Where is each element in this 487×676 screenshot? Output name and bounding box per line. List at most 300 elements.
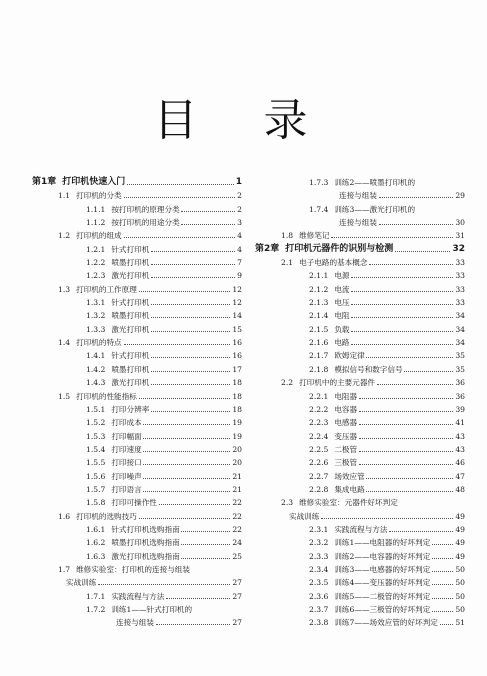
toc-entry <box>255 296 465 309</box>
toc-entry-title: 电感器 <box>334 418 358 428</box>
toc-leader-dots <box>151 251 235 252</box>
toc-entry <box>255 403 465 416</box>
toc-page-number: 29 <box>455 191 465 201</box>
toc-entry-number: 1.3.2 <box>86 311 106 321</box>
toc-page-number: 4 <box>237 244 242 254</box>
toc-entry-number: 1.5.3 <box>86 431 106 441</box>
toc-entry-title: 打印语言 <box>111 484 142 494</box>
toc-page-number: 22 <box>232 511 242 521</box>
toc-entry-title: 电源 <box>334 271 350 281</box>
toc-entry-number: 1.4.1 <box>86 351 106 361</box>
toc-page-number: 16 <box>232 351 242 361</box>
toc-leader-dots <box>366 357 453 358</box>
toc-entry-number: 1.1.2 <box>86 218 106 228</box>
toc-entry-number: 2.2.1 <box>309 391 329 401</box>
toc-leader-dots <box>143 478 230 479</box>
toc-left-column <box>32 176 242 630</box>
toc-entry-title: 打印机的组成 <box>76 231 122 241</box>
toc-entry <box>32 616 242 629</box>
toc-entry <box>32 603 242 616</box>
toc-leader-dots <box>366 491 453 492</box>
toc-leader-dots <box>379 197 453 198</box>
toc-entry <box>255 590 465 603</box>
toc-page-number: 34 <box>455 338 465 348</box>
toc-entry-title: 实战训练 <box>289 511 320 521</box>
toc-entry <box>32 363 242 376</box>
toc-page-number: 32 <box>452 243 465 254</box>
toc-entry <box>32 309 242 322</box>
toc-leader-dots <box>432 558 453 559</box>
toc-entry <box>32 349 242 362</box>
toc-page-number: 30 <box>455 218 465 228</box>
toc-entry-number: 2.3.7 <box>309 605 329 614</box>
toc-leader-dots <box>98 584 230 585</box>
toc-entry <box>255 603 465 616</box>
toc-entry <box>255 256 465 269</box>
toc-entry-title: 针式打印机 <box>111 244 150 254</box>
toc-entry <box>32 203 242 216</box>
toc-entry-title: 二极管 <box>334 444 358 454</box>
toc-leader-dots <box>432 571 453 572</box>
toc-leader-dots <box>351 344 453 345</box>
toc-entry <box>255 176 465 189</box>
toc-page-number: 15 <box>232 324 242 334</box>
toc-entry-title: 负载 <box>334 324 350 334</box>
toc-entry <box>255 216 465 229</box>
toc-entry-number: 1.3 <box>58 284 71 294</box>
toc-entry-title: 变压器 <box>334 431 358 441</box>
toc-entry-title: 连接与组装 <box>339 191 377 201</box>
toc-entry-title: 打印机中的主要元器件 <box>299 378 376 388</box>
toc-entry-title: 电子电路的基本概念 <box>299 258 368 268</box>
toc-entry-number: 1.6.2 <box>86 538 106 548</box>
toc-entry-title: 按打印机的用途分类 <box>111 218 180 228</box>
toc-entry-number: 2.3.4 <box>309 564 329 574</box>
toc-leader-dots <box>351 331 453 332</box>
toc-entry-title: 集成电路 <box>334 484 365 494</box>
toc-leader-dots <box>156 624 230 625</box>
toc-leader-dots <box>151 371 230 372</box>
toc-entry <box>255 229 465 242</box>
toc-page-number: 50 <box>455 591 465 601</box>
toc-entry-title: 激光打印机 <box>111 378 150 388</box>
toc-entry <box>32 296 242 309</box>
toc-leader-dots <box>359 451 453 452</box>
toc-page-number: 25 <box>232 551 242 561</box>
toc-entry <box>32 416 242 429</box>
toc-entry-number: 2.1.8 <box>309 364 329 374</box>
toc-entry-title: 打印机的工作原理 <box>76 284 137 294</box>
toc-entry-title: 打印机的选购技巧 <box>76 511 137 521</box>
toc-entry <box>255 349 465 362</box>
toc-entry-title: 连接与组装 <box>339 218 377 228</box>
toc-chapter-entry <box>255 243 465 256</box>
toc-entry-title: 维修笔记 <box>299 231 330 241</box>
toc-leader-dots <box>181 558 230 559</box>
toc-leader-dots <box>143 451 230 452</box>
toc-entry-number: 2.1.2 <box>309 284 329 294</box>
toc-page-number: 4 <box>237 231 242 241</box>
toc-entry-title: 打印成本 <box>111 418 142 428</box>
toc-leader-dots <box>366 478 453 479</box>
toc-entry <box>32 390 242 403</box>
toc-page-number: 46 <box>455 458 465 468</box>
toc-entry <box>32 430 242 443</box>
toc-entry-number: 2.1.4 <box>309 311 329 321</box>
toc-page-number: 19 <box>232 431 242 441</box>
toc-entry <box>32 523 242 536</box>
toc-leader-dots <box>432 611 453 612</box>
toc-leader-dots <box>369 264 453 265</box>
toc-entry-title: 针式打印机 <box>111 298 150 308</box>
toc-entry-title: 针式打印机 <box>111 351 150 361</box>
toc-page-number: 50 <box>455 605 465 614</box>
toc-leader-dots <box>359 411 453 412</box>
toc-page-number: 36 <box>455 391 465 401</box>
toc-page-number: 41 <box>455 418 465 428</box>
toc-leader-dots <box>359 464 453 465</box>
toc-entry-title: 训练7——场效应管的好坏判定 <box>334 618 438 628</box>
toc-entry-title: 训练3——电感器的好坏判定 <box>334 564 431 574</box>
toc-entry-title: 实战训练 <box>66 578 97 588</box>
toc-leader-dots <box>151 331 230 332</box>
toc-entry-number: 2.3.1 <box>309 524 329 534</box>
toc-entry <box>255 456 465 469</box>
toc-entry-title: 打印速度 <box>111 444 142 454</box>
toc-entry-title: 实践流程与方法 <box>334 524 388 534</box>
toc-entry-number: 2.3.8 <box>309 618 329 628</box>
toc-leader-dots <box>139 291 230 292</box>
toc-entry-number: 2.3.2 <box>309 538 329 548</box>
toc-page-number: 18 <box>232 391 242 401</box>
toc-entry-number: 1.4 <box>58 338 71 348</box>
toc-leader-dots <box>432 598 453 599</box>
toc-entry-number: 2.3.3 <box>309 551 329 561</box>
toc-entry-title: 维修实验室：打印机的连接与组装 <box>76 564 190 574</box>
toc-entry-number: 1.2.2 <box>86 258 106 268</box>
toc-entry-title: 训练2——电容器的好坏判定 <box>334 551 431 561</box>
toc-leader-dots <box>151 304 230 305</box>
toc-entry <box>255 510 465 523</box>
toc-entry-title: 训练5——二极管的好坏判定 <box>334 591 431 601</box>
toc-entry-number: 1.5.7 <box>86 484 106 494</box>
toc-entry-number: 2.1.5 <box>309 324 329 334</box>
toc-entry <box>255 576 465 589</box>
toc-entry <box>255 390 465 403</box>
toc-leader-dots <box>379 224 453 225</box>
toc-page-number: 22 <box>232 524 242 534</box>
toc-entry <box>32 189 242 202</box>
toc-entry-number: 1.5 <box>58 391 71 401</box>
toc-entry <box>255 496 465 509</box>
toc-page-number: 1 <box>235 177 242 187</box>
toc-entry-title: 打印机的特点 <box>76 338 122 348</box>
toc-entry-number: 1.5.8 <box>86 498 106 508</box>
toc-leader-dots <box>432 584 453 585</box>
toc-entry-title: 打印机元器件的识别与检测 <box>285 243 394 254</box>
toc-entry-number: 2.2.8 <box>309 484 329 494</box>
toc-leader-dots <box>151 411 230 412</box>
toc-entry-title: 按打印机的原理分类 <box>111 204 180 214</box>
toc-page-number: 20 <box>232 444 242 454</box>
toc-entry-title: 激光打印机选购指南 <box>111 551 180 561</box>
toc-page-number: 21 <box>232 471 242 481</box>
toc-entry-number: 1.2 <box>58 231 71 241</box>
toc-entry-title: 电阻器 <box>334 391 358 401</box>
toc-entry <box>255 563 465 576</box>
toc-entry <box>32 216 242 229</box>
toc-entry-title: 欧姆定律 <box>334 351 365 361</box>
toc-leader-dots <box>351 317 453 318</box>
toc-page-number: 16 <box>232 338 242 348</box>
toc-entry-number: 2.2.4 <box>309 431 329 441</box>
toc-entry-number: 2.1 <box>281 258 294 268</box>
toc-leader-dots <box>351 291 453 292</box>
toc-entry-number: 1.5.6 <box>86 471 106 481</box>
toc-entry-title: 训练4——变压器的好坏判定 <box>334 578 431 588</box>
toc-leader-dots <box>404 371 453 372</box>
toc-entry <box>32 243 242 256</box>
toc-entry-title: 训练3——激光打印机的 <box>334 204 416 214</box>
toc-leader-dots <box>143 438 230 439</box>
toc-entry-title: 打印机快速入门 <box>62 177 126 187</box>
toc-entry-title: 连接与组装 <box>116 618 154 628</box>
toc-page-number: 43 <box>455 444 465 454</box>
toc-entry-number: 2.2.7 <box>309 471 329 481</box>
toc-entry <box>32 550 242 563</box>
toc-entry <box>32 336 242 349</box>
toc-right-column <box>255 176 465 630</box>
toc-leader-dots <box>377 384 453 385</box>
toc-entry-number: 1.1 <box>58 191 71 201</box>
toc-entry-number: 1.7.2 <box>86 605 106 614</box>
toc-page-number: 50 <box>455 564 465 574</box>
toc-entry <box>32 470 242 483</box>
toc-entry-title: 喷墨打印机 <box>111 311 150 321</box>
toc-page-number: 2 <box>237 204 242 214</box>
toc-page-number: 2 <box>237 191 242 201</box>
toc-page-number: 33 <box>455 271 465 281</box>
toc-leader-dots <box>127 184 234 185</box>
toc-entry <box>255 376 465 389</box>
toc-leader-dots <box>139 398 230 399</box>
toc-entry <box>32 536 242 549</box>
toc-leader-dots <box>359 438 453 439</box>
toc-entry-number: 1.1.1 <box>86 204 106 214</box>
toc-entry-title: 模拟信号和数字信号 <box>334 364 403 374</box>
toc-page-number: 14 <box>232 311 242 321</box>
toc-page-number: 49 <box>455 538 465 548</box>
toc-leader-dots <box>351 304 453 305</box>
toc-entry <box>32 376 242 389</box>
toc-leader-dots <box>124 344 230 345</box>
toc-page-number: 49 <box>455 524 465 534</box>
toc-page-number: 43 <box>455 431 465 441</box>
toc-leader-dots <box>143 424 230 425</box>
toc-page-number: 34 <box>455 324 465 334</box>
toc-page-number: 31 <box>455 231 465 241</box>
toc-entry-title: 电阻 <box>334 311 350 321</box>
toc-leader-dots <box>159 504 230 505</box>
toc-leader-dots <box>359 398 453 399</box>
toc-entry-number: 2.1.7 <box>309 351 329 361</box>
toc-entry-title: 打印机的分类 <box>76 191 122 201</box>
toc-entry-title: 喷墨打印机 <box>111 258 150 268</box>
toc-entry <box>32 403 242 416</box>
toc-entry <box>255 523 465 536</box>
toc-entry-title: 训练1——针式打印机的 <box>111 605 193 614</box>
toc-entry <box>32 229 242 242</box>
toc-entry-title: 电压 <box>334 298 350 308</box>
toc-page-number: 49 <box>455 551 465 561</box>
toc-page-number: 51 <box>455 618 465 628</box>
toc-entry-title: 训练6——三极管的好坏判定 <box>334 605 431 614</box>
toc-entry-number: 1.6.3 <box>86 551 106 561</box>
toc-page-number: 12 <box>232 284 242 294</box>
toc-page-number: 24 <box>232 538 242 548</box>
toc-page-number: 49 <box>455 511 465 521</box>
toc-entry-number: 2.1.6 <box>309 338 329 348</box>
toc-page-number: 47 <box>455 471 465 481</box>
toc-chapter-entry <box>32 176 242 189</box>
toc-page-number: 27 <box>232 578 242 588</box>
toc-leader-dots <box>432 544 453 545</box>
toc-leader-dots <box>181 531 230 532</box>
toc-leader-dots <box>139 518 230 519</box>
toc-entry-title: 打印幅面 <box>111 431 142 441</box>
toc-leader-dots <box>321 518 453 519</box>
toc-leader-dots <box>389 531 453 532</box>
toc-entry-number: 1.2.3 <box>86 271 106 281</box>
toc-entry <box>32 283 242 296</box>
toc-entry <box>32 269 242 282</box>
toc-leader-dots <box>151 264 235 265</box>
toc-entry <box>32 483 242 496</box>
toc-entry-number: 1.8 <box>281 231 294 241</box>
toc-page-number: 34 <box>455 311 465 321</box>
toc-leader-dots <box>143 464 230 465</box>
toc-page-number: 21 <box>232 484 242 494</box>
toc-entry-number: 1.6.1 <box>86 524 106 534</box>
page-title: 目 录 <box>153 95 334 146</box>
toc-leader-dots <box>351 277 453 278</box>
toc-entry-number: 第2章 <box>255 243 280 254</box>
toc-entry-number: 2.3 <box>281 498 294 508</box>
toc-entry <box>255 483 465 496</box>
toc-leader-dots <box>166 598 230 599</box>
toc-entry <box>32 510 242 523</box>
toc-page-number: 39 <box>455 404 465 414</box>
toc-entry-title: 打印分辨率 <box>111 404 150 414</box>
toc-entry <box>255 430 465 443</box>
toc-page-number: 22 <box>232 498 242 508</box>
toc-entry-title: 训练2——喷墨打印机的 <box>334 178 416 187</box>
toc-page-number: 18 <box>232 378 242 388</box>
toc-leader-dots <box>124 197 235 198</box>
toc-page-number: 48 <box>455 484 465 494</box>
toc-entry <box>32 576 242 589</box>
toc-entry <box>255 269 465 282</box>
toc-entry <box>255 443 465 456</box>
toc-entry <box>255 536 465 549</box>
toc-page-number: 17 <box>232 364 242 374</box>
toc-entry-number: 1.3.1 <box>86 298 106 308</box>
toc-entry-number: 2.1.3 <box>309 298 329 308</box>
toc-entry-number: 2.2.3 <box>309 418 329 428</box>
toc-page-number: 9 <box>237 271 242 281</box>
toc-entry-number: 2.1.1 <box>309 271 329 281</box>
toc-page-number: 18 <box>232 404 242 414</box>
toc-entry-title: 电容器 <box>334 404 358 414</box>
toc-entry <box>255 550 465 563</box>
toc-entry-title: 场效应管 <box>334 471 365 481</box>
toc-entry <box>32 256 242 269</box>
toc-entry-title: 打印噪声 <box>111 471 142 481</box>
toc-entry-number: 1.5.1 <box>86 404 106 414</box>
toc-entry-title: 喷墨打印机选购指南 <box>111 538 180 548</box>
toc-entry-title: 训练1——电阻器的好坏判定 <box>334 538 431 548</box>
toc-leader-dots <box>331 237 453 238</box>
toc-page-number: 27 <box>232 618 242 628</box>
toc-entry-title: 维修实验室：元器件好坏判定 <box>299 498 398 508</box>
toc-entry-number: 1.6 <box>58 511 71 521</box>
toc-leader-dots <box>124 237 235 238</box>
toc-entry-number: 2.2.2 <box>309 404 329 414</box>
toc-entry-number: 1.7.1 <box>86 591 106 601</box>
toc-entry-number: 1.7.3 <box>309 178 329 187</box>
toc-entry-title: 三极管 <box>334 458 358 468</box>
toc-page-number: 12 <box>232 298 242 308</box>
toc-leader-dots <box>151 277 235 278</box>
toc-entry-title: 激光打印机 <box>111 324 150 334</box>
toc-page-number: 27 <box>232 591 242 601</box>
toc-entry <box>255 283 465 296</box>
toc-leader-dots <box>395 251 450 252</box>
toc-entry-title: 电流 <box>334 284 350 294</box>
toc-page-number: 35 <box>455 364 465 374</box>
toc-page-number: 50 <box>455 578 465 588</box>
toc-page-number: 7 <box>237 258 242 268</box>
toc-page-number: 20 <box>232 458 242 468</box>
toc-entry-number: 2.2.5 <box>309 444 329 454</box>
toc-entry <box>32 323 242 336</box>
toc-entry <box>255 309 465 322</box>
toc-entry <box>255 336 465 349</box>
toc-entry-number: 2.2.6 <box>309 458 329 468</box>
toc-entry <box>255 363 465 376</box>
toc-entry <box>255 470 465 483</box>
toc-entry <box>32 563 242 576</box>
toc-entry-title: 针式打印机选购指南 <box>111 524 180 534</box>
toc-entry-number: 1.5.5 <box>86 458 106 468</box>
toc-leader-dots <box>181 224 235 225</box>
toc-entry <box>32 590 242 603</box>
toc-entry-title: 电路 <box>334 338 350 348</box>
toc-entry-title: 打印机的性能指标 <box>76 391 137 401</box>
toc-leader-dots <box>440 624 453 625</box>
toc-entry-number: 1.7 <box>58 564 71 574</box>
toc-entry-number: 1.5.2 <box>86 418 106 428</box>
toc-leader-dots <box>143 491 230 492</box>
toc-entry-number: 1.4.3 <box>86 378 106 388</box>
toc-entry-number: 2.3.6 <box>309 591 329 601</box>
toc-leader-dots <box>151 384 230 385</box>
toc-leader-dots <box>181 544 230 545</box>
toc-entry-number: 1.5.4 <box>86 444 106 454</box>
toc-entry-number: 1.2.1 <box>86 244 106 254</box>
toc-page-number: 36 <box>455 378 465 388</box>
toc-entry <box>32 496 242 509</box>
